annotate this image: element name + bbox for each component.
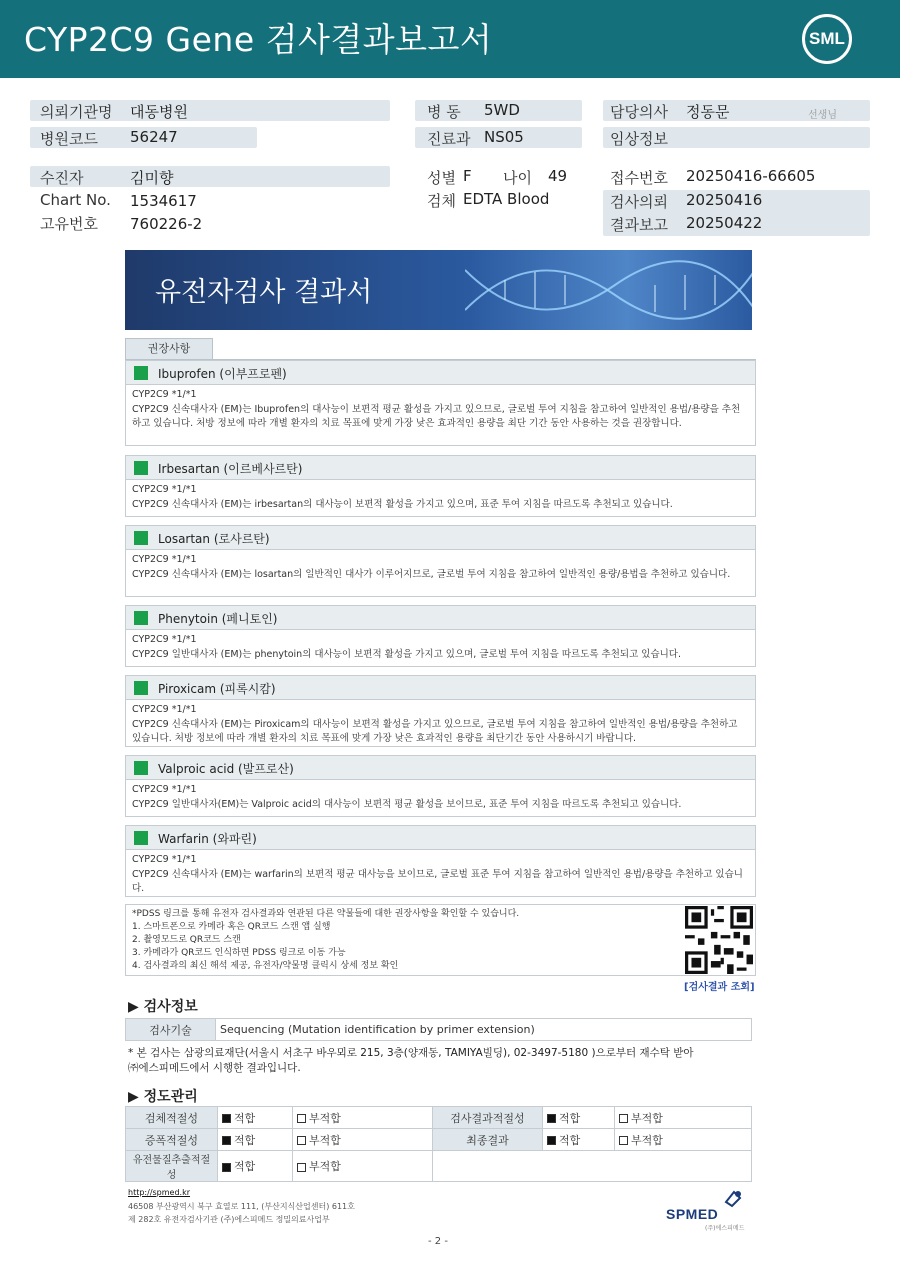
drug-genotype: CYP2C9 *1/*1 — [132, 554, 197, 565]
checked-box-icon — [222, 1114, 231, 1123]
checked-box-icon — [222, 1136, 231, 1145]
test-info-table — [125, 1018, 752, 1041]
drug-name: Valproic acid (발프로산) — [158, 762, 294, 776]
unchecked-box-icon — [619, 1136, 628, 1145]
qr-code-icon[interactable] — [684, 906, 754, 974]
checked-box-icon — [222, 1163, 231, 1172]
dna-helix-graphic — [465, 250, 752, 330]
hospital-code-value: 56247 — [130, 128, 178, 146]
status-green-icon — [134, 366, 148, 380]
institution-label: 의뢰기관명 — [40, 103, 113, 121]
qc-heading: ▶ 정도관리 — [128, 1089, 198, 1105]
request-label: 검사의뢰 — [610, 193, 668, 211]
doctor-label: 담당의사 — [610, 103, 668, 121]
chart-value: 1534617 — [130, 192, 197, 210]
drug-card-piroxicam — [125, 675, 756, 747]
patient-label: 수진자 — [40, 169, 84, 187]
specimen-label: 검체 — [427, 192, 456, 210]
drug-card-losartan — [125, 525, 756, 597]
uid-label: 고유번호 — [40, 215, 98, 233]
report-label: 결과보고 — [610, 216, 668, 234]
status-green-icon — [134, 831, 148, 845]
age-value: 49 — [548, 167, 568, 185]
clinical-label: 임상정보 — [610, 130, 668, 148]
drug-card-phenytoin — [125, 605, 756, 667]
qr-note-line: 3. 카메라가 QR코드 인식하면 PDSS 링크로 이동 가능 — [132, 948, 346, 958]
patient-value: 김미향 — [130, 169, 174, 187]
drug-name: Irbesartan (이르베사르탄) — [158, 462, 303, 476]
sex-label: 성별 — [427, 169, 456, 187]
qr-note-line: 4. 검사결과의 최신 해석 제공, 유전자/약물명 클릭시 상세 정보 확인 — [132, 961, 399, 971]
status-green-icon — [134, 611, 148, 625]
page-number: - 2 - — [428, 1236, 448, 1247]
qc-row: 검체적절성 적합 부적합 검사결과적절성 적합 부적합 — [126, 1107, 752, 1129]
method-value: Sequencing (Mutation identification by primer extension) — [216, 1019, 752, 1041]
ward-label: 병 동 — [427, 103, 461, 121]
drug-card-valproic-acid — [125, 755, 756, 817]
drug-recommendation: CYP2C9 신속대사자 (EM)는 warfarin의 보편적 평균 대사능을 보이므로, 글로벌 표준 투여 지침을 참고하여 일반적인 용법/용량을 추천하고 있습니다. — [132, 868, 743, 894]
footer-registration: 제 282호 유전자검사기관 (주)에스피메드 정밀의료사업부 — [128, 1215, 330, 1224]
report-value: 20250422 — [686, 214, 763, 232]
doctor-suffix: 선생님 — [808, 110, 837, 121]
drug-genotype: CYP2C9 *1/*1 — [132, 634, 197, 645]
footer-url[interactable]: http://spmed.kr — [128, 1188, 191, 1197]
request-value: 20250416 — [686, 191, 763, 209]
qr-note-line: 1. 스마트폰으로 카메라 혹은 QR코드 스캔 앱 실행 — [132, 922, 331, 932]
result-lookup-link[interactable]: [검사결과 조회] — [684, 982, 755, 993]
receipt-value: 20250416-66605 — [686, 167, 816, 185]
drug-recommendation: CYP2C9 일반대사자(EM)는 Valproic acid의 대사능이 보편적 평균 활성을 보이므로, 표준 투여 지침을 따르도록 추천되고 있습니다. — [132, 798, 682, 810]
tab-recommendations[interactable]: 권장사항 — [125, 338, 213, 360]
drug-name: Ibuprofen (이부프로펜) — [158, 367, 287, 381]
uid-value: 760226-2 — [130, 215, 203, 233]
qr-note-line: 2. 촬영모드로 QR코드 스캔 — [132, 935, 241, 945]
test-info-heading: ▶ 검사정보 — [128, 999, 198, 1015]
qr-note-line: *PDSS 링크를 통해 유전자 검사결과와 연관된 다른 약물들에 대한 권장사항을 확인할 수 있습니다. — [132, 909, 520, 919]
unchecked-box-icon — [297, 1114, 306, 1123]
drug-name: Piroxicam (피록시캄) — [158, 682, 276, 696]
hospital-code-label: 병원코드 — [40, 130, 98, 148]
banner-title: 유전자검사 결과서 — [155, 277, 373, 308]
age-label: 나이 — [503, 169, 532, 187]
patient-row — [30, 166, 390, 187]
drug-card-ibuprofen — [125, 360, 756, 446]
drug-recommendation: CYP2C9 신속대사자 (EM)는 Piroxicam의 대사능이 보편적 활성을 가지고 있으므로, 글로벌 투여 지침을 참고하여 일반적인 용법/용량을 추천하고 있습니다. 처방 정보에 따라 개별 환자의 치료 목표에 맞게 가장 낮은 효과적인 용량을 최단기간 동안 사용하시기 바랍니다. — [132, 718, 738, 744]
drug-card-irbesartan — [125, 455, 756, 517]
footer-address: 46508 부산광역시 북구 효열로 111, (부산지식산업센터) 611호 — [128, 1202, 355, 1211]
report-title: CYP2C9 Gene 검사결과보고서 — [24, 20, 493, 59]
institution-value: 대동병원 — [130, 103, 188, 121]
receipt-label: 접수번호 — [610, 169, 668, 187]
spmed-logo-icon — [722, 1188, 744, 1208]
status-green-icon — [134, 761, 148, 775]
drug-name: Warfarin (와파린) — [158, 832, 257, 846]
spmed-logo-sub: (주)에스피메드 — [705, 1225, 745, 1232]
drug-genotype: CYP2C9 *1/*1 — [132, 854, 197, 865]
drug-genotype: CYP2C9 *1/*1 — [132, 484, 197, 495]
method-label: 검사기술 — [126, 1019, 216, 1041]
drug-genotype: CYP2C9 *1/*1 — [132, 784, 197, 795]
drug-name: Losartan (로사르탄) — [158, 532, 270, 546]
dept-label: 진료과 — [427, 130, 471, 148]
drug-recommendation: CYP2C9 신속대사자 (EM)는 losartan의 일반적인 대사가 이루어지므로, 글로벌 투여 지침을 참고하여 일반적인 용량/용법을 추천하고 있습니다. — [132, 568, 731, 580]
checked-box-icon — [547, 1136, 556, 1145]
qc-row: 증폭적절성 적합 부적합 최종결과 적합 부적합 — [126, 1129, 752, 1151]
drug-genotype: CYP2C9 *1/*1 — [132, 704, 197, 715]
drug-recommendation: CYP2C9 신속대사자 (EM)는 Ibuprofen의 대사능이 보편적 평균 활성을 가지고 있으므로, 글로벌 투여 지침을 참고하여 일반적인 용법/용량을 추천하고 있습니다. 처방 정보에 따라 개별 환자의 치료 목표에 맞게 가장 낮은 효과적인 용량을 최단 기간 동안 사용하는 것을 권장합니다. — [132, 403, 741, 429]
unchecked-box-icon — [619, 1114, 628, 1123]
doctor-value: 정동문 — [686, 103, 730, 121]
checked-box-icon — [547, 1114, 556, 1123]
qr-info-box — [125, 904, 756, 976]
spmed-logo: SPMED — [666, 1206, 719, 1222]
status-green-icon — [134, 531, 148, 545]
report-banner — [125, 250, 752, 330]
qc-table — [125, 1106, 752, 1182]
drug-card-warfarin — [125, 825, 756, 897]
unchecked-box-icon — [297, 1163, 306, 1172]
sml-logo: SML — [802, 14, 852, 64]
test-info-note: * 본 검사는 삼광의료재단(서울시 서초구 바우뫼로 215, 3층(양재동, TAMIYA빌딩), 02-3497-5180 )으로부터 재수탁 받아 ㈜에스피메드에서 시행한 결과입니다. — [128, 1047, 694, 1074]
unchecked-box-icon — [297, 1136, 306, 1145]
chart-label: Chart No. — [40, 191, 111, 209]
qc-row: 유전물질추출적절성 적합 부적합 — [126, 1151, 752, 1182]
report-header — [0, 0, 900, 78]
drug-genotype: CYP2C9 *1/*1 — [132, 389, 197, 400]
sex-value: F — [463, 167, 472, 185]
dept-value: NS05 — [484, 128, 524, 146]
status-green-icon — [134, 461, 148, 475]
ward-value: 5WD — [484, 101, 520, 119]
drug-recommendation: CYP2C9 일반대사자 (EM)는 phenytoin의 대사능이 보편적 활성을 가지고 있으며, 글로벌 투여 지침을 따르도록 추천되고 있습니다. — [132, 648, 681, 660]
drug-recommendation: CYP2C9 신속대사자 (EM)는 irbesartan의 대사능이 보편적 활성을 가지고 있으며, 표준 투여 지침을 따르도록 추천되고 있습니다. — [132, 498, 673, 510]
status-green-icon — [134, 681, 148, 695]
specimen-value: EDTA Blood — [463, 190, 550, 208]
drug-name: Phenytoin (페니토인) — [158, 612, 278, 626]
